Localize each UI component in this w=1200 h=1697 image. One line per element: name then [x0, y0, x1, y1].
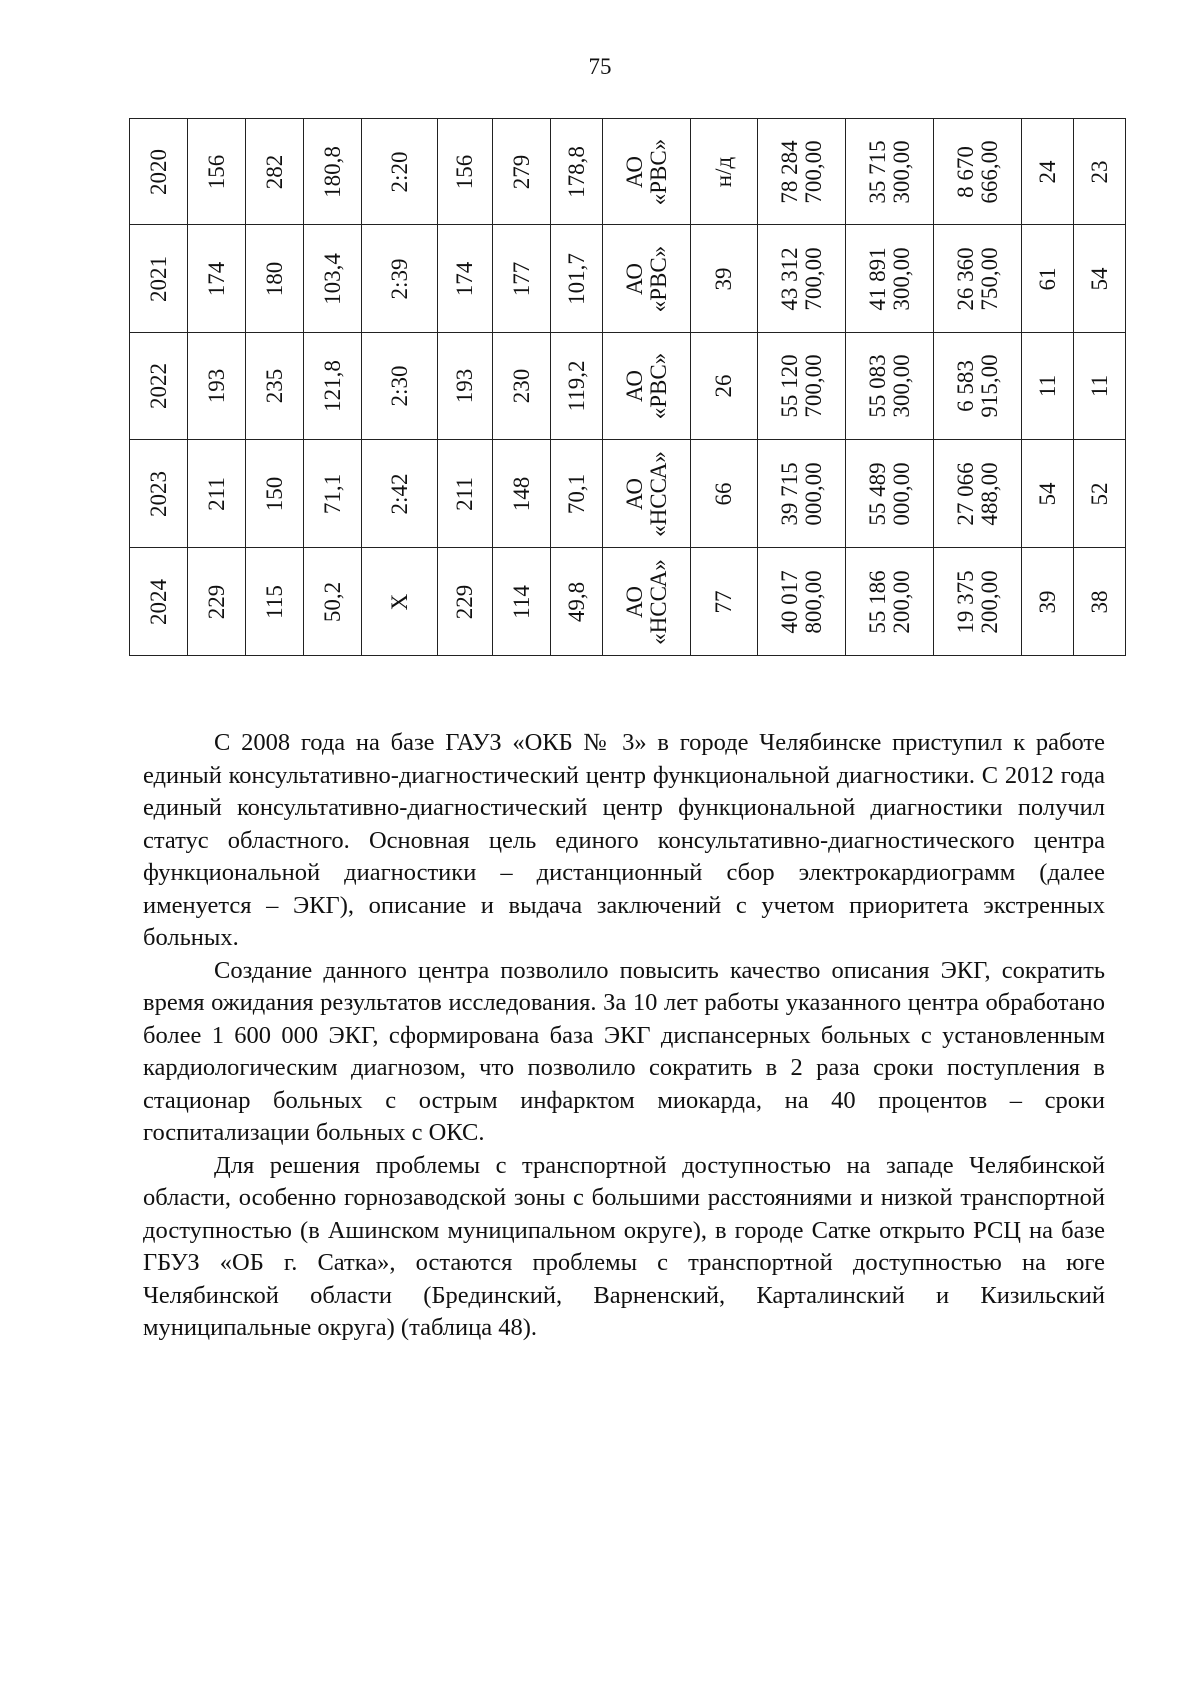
cell-text: 11	[1086, 374, 1112, 398]
table-cell	[438, 548, 493, 656]
table-cell	[188, 119, 246, 225]
cell-text: 54	[1086, 267, 1112, 290]
cell-text: 2020	[145, 148, 171, 195]
table-cell	[304, 333, 362, 440]
table-cell	[188, 225, 246, 333]
table-row	[130, 548, 1126, 656]
table-cell	[304, 119, 362, 225]
paragraph: С 2008 года на базе ГАУЗ «ОКБ № 3» в городе Челябинске приступил к работе единый консультативно-диагностический центр функциональной диагностики. С 2012 года единый консультативно-диагностический центр функциональной диагностики получил статус областного. Основная цель единого консультативно-диагностического центра функциональной диагностики – дистанционный сбор электрокардиограмм (далее именуется – ЭКГ), описание и выдача заключений с учетом приоритета экстренных больных.	[143, 729, 1105, 951]
table-cell	[603, 333, 691, 440]
cell-text: 2:30	[386, 365, 412, 407]
cell-text: 174	[203, 261, 229, 296]
cell-text: 6 583 915,00	[952, 354, 1002, 418]
cell-text: 193	[203, 368, 229, 404]
table-cell	[362, 333, 438, 440]
table-cell	[438, 119, 493, 225]
cell-text: 11	[1034, 374, 1060, 398]
table-cell	[493, 440, 551, 548]
cell-text: 2:20	[386, 151, 412, 192]
cell-text: 2:42	[386, 473, 412, 514]
table-cell	[438, 225, 493, 333]
table-cell	[188, 440, 246, 548]
table-cell	[846, 333, 934, 440]
cell-text: 43 312 700,00	[776, 246, 826, 311]
cell-text: 156	[203, 154, 229, 189]
table-cell	[362, 225, 438, 333]
table-cell	[1074, 333, 1126, 440]
data-table	[129, 118, 1126, 656]
table-cell	[246, 119, 304, 225]
table-cell	[691, 548, 758, 656]
cell-text: АО «НССА»	[621, 558, 671, 645]
cell-text: 54	[1034, 482, 1060, 505]
cell-text: 235	[261, 368, 287, 404]
cell-text: 52	[1086, 482, 1112, 505]
table-cell	[551, 225, 603, 333]
table-cell	[130, 225, 188, 333]
cell-text: 2021	[145, 255, 171, 302]
table-cell	[758, 333, 846, 440]
table-cell	[130, 548, 188, 656]
cell-text: 114	[508, 584, 534, 619]
cell-text: 39 715 000,00	[776, 461, 826, 526]
cell-text: 279	[508, 154, 534, 189]
cell-text: 174	[452, 261, 477, 296]
table-cell	[246, 225, 304, 333]
table-cell	[362, 119, 438, 225]
table-cell	[934, 225, 1022, 333]
cell-text: 27 066 488,00	[952, 461, 1002, 526]
cell-text: 121,8	[319, 360, 345, 412]
table-cell	[603, 225, 691, 333]
cell-text: 61	[1034, 267, 1060, 290]
cell-text: 8 670 666,00	[952, 139, 1002, 204]
cell-text: 193	[452, 368, 477, 404]
cell-text: 40 017 800,00	[776, 569, 826, 634]
cell-text: 211	[452, 476, 477, 511]
cell-text: АО «РВС»	[621, 245, 671, 312]
table-cell	[551, 119, 603, 225]
cell-text: 180,8	[319, 145, 345, 198]
cell-text: 77	[711, 590, 736, 613]
table-row	[130, 333, 1126, 440]
cell-text: 24	[1034, 160, 1060, 183]
table-cell	[304, 225, 362, 333]
cell-text: 26	[711, 374, 736, 398]
table-row	[130, 225, 1126, 333]
table-cell	[130, 119, 188, 225]
table-cell	[1074, 225, 1126, 333]
cell-text: 180	[261, 261, 287, 296]
cell-text: 35 715 300,00	[864, 139, 914, 204]
cell-text: 66	[711, 482, 736, 505]
table-cell	[246, 333, 304, 440]
cell-text: н/д	[711, 156, 736, 187]
cell-text: 2024	[145, 578, 171, 625]
cell-text: 230	[508, 368, 534, 404]
table-cell	[130, 440, 188, 548]
table-cell	[846, 440, 934, 548]
cell-text: 70,1	[563, 473, 589, 514]
table-cell	[551, 548, 603, 656]
cell-text: 148	[508, 476, 534, 511]
table-cell	[362, 548, 438, 656]
table-cell	[246, 548, 304, 656]
cell-text: 101,7	[563, 252, 589, 305]
table-cell	[493, 333, 551, 440]
table-cell	[130, 333, 188, 440]
table-cell	[1022, 225, 1074, 333]
table-row	[130, 440, 1126, 548]
table-cell	[1074, 119, 1126, 225]
cell-text: 26 360 750,00	[952, 246, 1002, 311]
body-text	[143, 727, 1105, 1345]
cell-text: 229	[452, 584, 477, 619]
table-cell	[188, 333, 246, 440]
cell-text: 55 120 700,00	[776, 354, 826, 418]
page-number: 75	[588, 54, 612, 79]
table-cell	[438, 333, 493, 440]
table-cell	[603, 119, 691, 225]
table-cell	[691, 119, 758, 225]
table-cell	[246, 440, 304, 548]
cell-text: 2:39	[386, 258, 412, 299]
cell-text: АО «НССА»	[621, 450, 671, 537]
cell-text: 55 083 300,00	[864, 354, 914, 418]
table-row	[130, 119, 1126, 225]
table-cell	[691, 440, 758, 548]
cell-text: 55 489 000,00	[864, 461, 914, 526]
table-cell	[551, 333, 603, 440]
table-cell	[1022, 440, 1074, 548]
cell-text: 41 891 300,00	[864, 246, 914, 311]
cell-text: 150	[261, 476, 287, 511]
cell-text: 2022	[145, 363, 171, 409]
table-cell	[188, 548, 246, 656]
table-cell	[1074, 440, 1126, 548]
table-cell	[934, 333, 1022, 440]
table-cell	[758, 119, 846, 225]
table-cell	[934, 440, 1022, 548]
table-cell	[758, 440, 846, 548]
table-cell	[758, 225, 846, 333]
cell-text: Х	[386, 593, 412, 610]
table-cell	[758, 548, 846, 656]
table-cell	[1022, 333, 1074, 440]
cell-text: 78 284 700,00	[776, 139, 826, 204]
cell-text: 39	[711, 267, 736, 290]
cell-text: 103,4	[319, 252, 345, 305]
table-cell	[438, 440, 493, 548]
table-cell	[846, 119, 934, 225]
table-cell	[603, 440, 691, 548]
cell-text: 177	[508, 261, 534, 296]
cell-text: 282	[261, 154, 287, 189]
cell-text: 156	[452, 154, 477, 189]
cell-text: АО «РВС»	[621, 352, 671, 420]
table-cell	[846, 548, 934, 656]
cell-text: 211	[203, 476, 229, 511]
cell-text: 119,2	[563, 360, 589, 412]
table-cell	[603, 548, 691, 656]
table-cell	[691, 225, 758, 333]
table-cell	[934, 548, 1022, 656]
table-cell	[493, 119, 551, 225]
cell-text: 229	[203, 584, 229, 619]
cell-text: 55 186 200,00	[864, 569, 914, 634]
cell-text: 178,8	[563, 145, 589, 198]
table-cell	[551, 440, 603, 548]
table-cell	[493, 225, 551, 333]
table-cell	[691, 333, 758, 440]
paragraph: Для решения проблемы с транспортной доступностью на западе Челябинской области, особенно горнозаводской зоны с большими расстояниями и низкой транспортной доступностью (в Ашинском муниципальном округе), в городе Сатке открыто РСЦ на базе ГБУЗ «ОБ г. Сатка», остаются проблемы с транспортной доступностью на юге Челябинской области (Брединский, Варненский, Карталинский и Кизильский муниципальные округа) (таблица 48).	[143, 1151, 1105, 1341]
cell-text: 115	[261, 584, 287, 619]
table-cell	[362, 440, 438, 548]
cell-text: 2023	[145, 470, 171, 517]
table-cell	[846, 225, 934, 333]
table-cell	[493, 548, 551, 656]
cell-text: 19 375 200,00	[952, 569, 1002, 634]
table-cell	[1074, 548, 1126, 656]
table-cell	[1022, 548, 1074, 656]
table-cell	[934, 119, 1022, 225]
cell-text: АО «РВС»	[621, 138, 671, 205]
table-cell	[304, 548, 362, 656]
cell-text: 50,2	[319, 581, 345, 622]
cell-text: 39	[1034, 590, 1060, 613]
cell-text: 38	[1086, 590, 1112, 613]
table-cell	[304, 440, 362, 548]
cell-text: 23	[1086, 160, 1112, 183]
table-cell	[1022, 119, 1074, 225]
cell-text: 49,8	[563, 581, 589, 622]
cell-text: 71,1	[319, 473, 345, 514]
paragraph: Создание данного центра позволило повысить качество описания ЭКГ, сократить время ожидания результатов исследования. За 10 лет работы указанного центра обработано более 1 600 000 ЭКГ, сформирована база ЭКГ диспансерных больных с установленным кардиологическим диагнозом, что позволило сократить в 2 раза сроки поступления в стационар больных с острым инфарктом миокарда, на 40 процентов – сроки госпитализации больных с ОКС.	[143, 956, 1105, 1146]
